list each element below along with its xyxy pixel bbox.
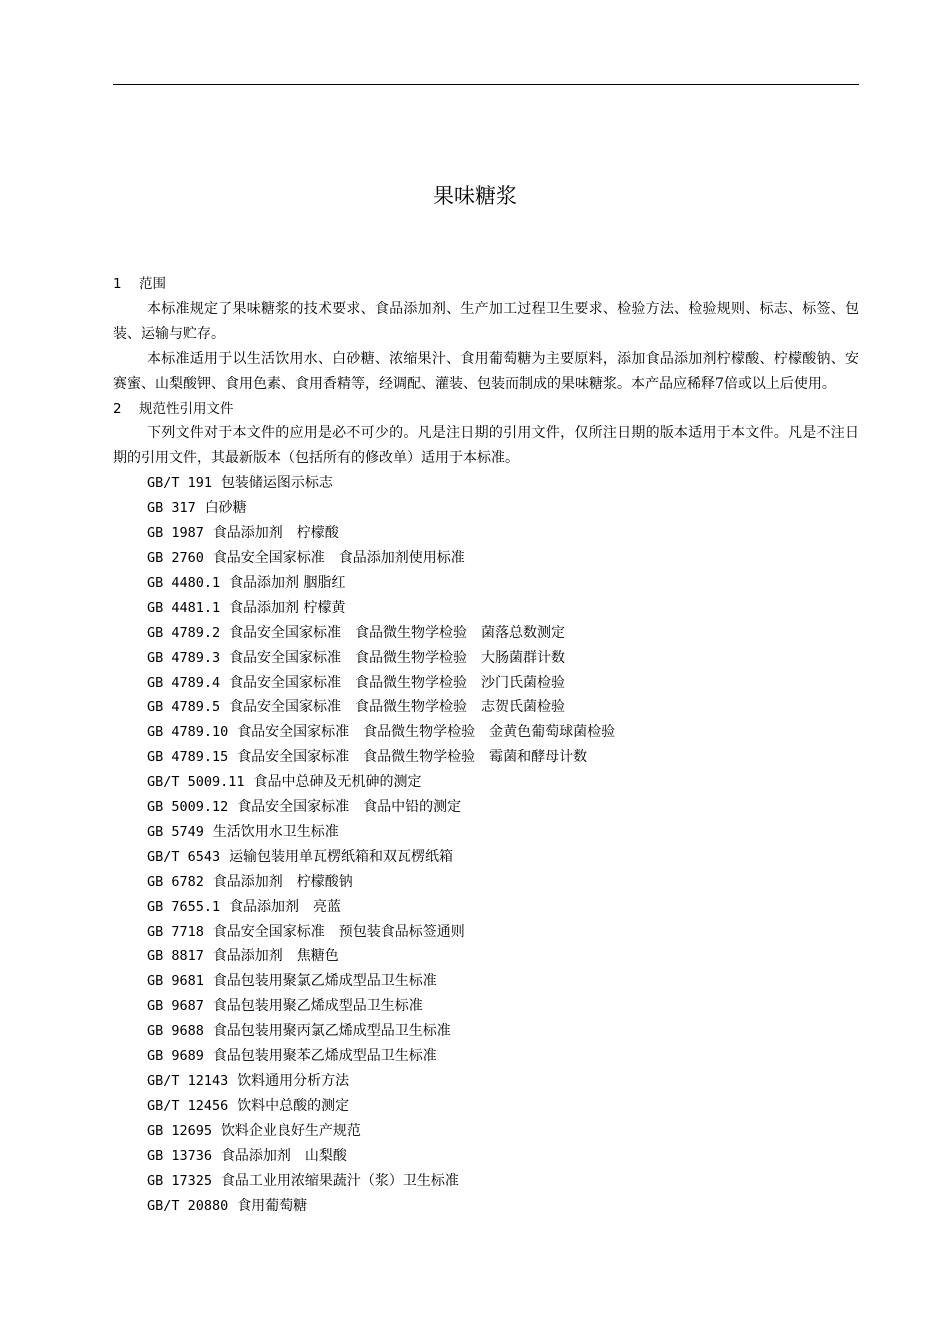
reference-separator (204, 998, 213, 1014)
reference-title: 食用葡萄糖 (237, 1197, 308, 1214)
section-heading-scope (113, 272, 859, 297)
reference-code: GB/T 12456 (147, 1097, 229, 1114)
reference-code: GB 4481.1 (147, 599, 221, 616)
reference-separator (196, 500, 205, 516)
reference-title: 生活饮用水卫生标准 (212, 823, 339, 840)
reference-title: 食品添加剂 胭脂红 (229, 574, 346, 591)
reference-code: GB 7718 (147, 923, 204, 940)
reference-title: 饮料企业良好生产规范 (220, 1122, 361, 1139)
reference-separator (220, 650, 229, 666)
reference-item (147, 1119, 859, 1144)
reference-title: 白砂糖 (204, 500, 247, 517)
reference-separator (220, 600, 229, 616)
reference-title: 食品安全国家标准 食品微生物学检验 金黄色葡萄球菌检验 (237, 724, 616, 741)
reference-title: 食品安全国家标准 食品微生物学检验 菌落总数测定 (229, 624, 566, 641)
reference-separator (228, 724, 237, 740)
reference-code: GB 8817 (147, 948, 204, 965)
reference-separator (204, 824, 213, 840)
reference-separator (212, 475, 221, 491)
reference-separator (228, 749, 237, 765)
reference-item (147, 1044, 859, 1069)
reference-item (147, 1019, 859, 1044)
reference-item (147, 521, 859, 546)
reference-code: GB 6782 (147, 873, 204, 890)
reference-separator (212, 1148, 221, 1164)
reference-item (147, 596, 859, 621)
reference-separator (228, 799, 237, 815)
reference-item (147, 820, 859, 845)
reference-code: GB 4789.15 (147, 749, 229, 766)
reference-title: 食品工业用浓缩果蔬汁（浆）卫生标准 (220, 1172, 459, 1189)
reference-title: 食品安全国家标准 食品微生物学检验 志贺氏菌检验 (229, 699, 566, 716)
reference-item (147, 471, 859, 496)
reference-code: GB 9687 (147, 998, 204, 1015)
reference-separator (212, 1173, 221, 1189)
reference-separator (204, 550, 213, 566)
document-body (113, 272, 859, 1218)
reference-separator (220, 899, 229, 915)
reference-item (147, 671, 859, 696)
reference-item (147, 969, 859, 994)
reference-separator (228, 1073, 237, 1089)
reference-title: 食品安全国家标准 食品微生物学检验 大肠菌群计数 (229, 649, 566, 666)
reference-code: GB 1987 (147, 525, 204, 542)
reference-code: GB 4789.4 (147, 674, 221, 691)
reference-title: 饮料中总酸的测定 (237, 1097, 350, 1114)
reference-code: GB 317 (147, 500, 196, 517)
reference-code: GB 9688 (147, 1023, 204, 1040)
reference-separator (220, 625, 229, 641)
reference-separator (228, 1198, 237, 1214)
section-number: 2 (113, 400, 122, 417)
reference-title: 食品安全国家标准 食品中铅的测定 (237, 799, 462, 816)
reference-code: GB 7655.1 (147, 898, 221, 915)
reference-item (147, 1094, 859, 1119)
reference-separator (204, 1048, 213, 1064)
reference-item (147, 720, 859, 745)
reference-item (147, 695, 859, 720)
reference-item (147, 546, 859, 571)
reference-title: 食品添加剂 山梨酸 (220, 1147, 347, 1164)
reference-code: GB 4789.10 (147, 724, 229, 741)
reference-code: GB 13736 (147, 1147, 213, 1164)
reference-item (147, 571, 859, 596)
reference-code: GB 4789.5 (147, 699, 221, 716)
reference-list (113, 471, 859, 1218)
section-title: 规范性引用文件 (139, 400, 234, 417)
reference-item (147, 795, 859, 820)
reference-code: GB 4789.2 (147, 624, 221, 641)
reference-item (147, 745, 859, 770)
paragraph: 下列文件对于本文件的应用是必不可少的。凡是注日期的引用文件，仅所注日期的版本适用于本文件。凡是不注日期的引用文件，其最新版本（包括所有的修改单）适用于本标准。 (113, 425, 859, 467)
reference-separator (220, 575, 229, 591)
reference-title: 食品添加剂 柠檬酸 (212, 525, 339, 542)
reference-title: 食品添加剂 亮蓝 (229, 898, 342, 915)
reference-separator (220, 849, 229, 865)
reference-item (147, 1069, 859, 1094)
reference-separator (204, 874, 213, 890)
paragraph: 本标准规定了果味糖浆的技术要求、食品添加剂、生产加工过程卫生要求、检验方法、检验规则、标志、标签、包装、运输与贮存。 (113, 300, 859, 342)
reference-title: 运输包装用单瓦楞纸箱和双瓦楞纸箱 (229, 848, 454, 865)
reference-title: 食品安全国家标准 食品微生物学检验 沙门氏菌检验 (229, 674, 566, 691)
reference-code: GB 9681 (147, 973, 204, 990)
reference-item (147, 895, 859, 920)
document-title: 果味糖浆 (433, 184, 517, 208)
reference-separator (220, 675, 229, 691)
reference-separator (204, 525, 213, 541)
reference-item (147, 1169, 859, 1194)
reference-item (147, 994, 859, 1019)
section-number: 1 (113, 276, 122, 292)
reference-title: 食品包装用聚乙烯成型品卫生标准 (212, 998, 423, 1015)
reference-title: 食品添加剂 柠檬酸钠 (212, 873, 353, 890)
reference-code: GB/T 191 (147, 475, 213, 492)
reference-item (147, 646, 859, 671)
reference-separator (204, 1023, 213, 1039)
reference-code: GB 17325 (147, 1172, 213, 1189)
reference-item (147, 1194, 859, 1219)
reference-title: 食品包装用聚氯乙烯成型品卫生标准 (212, 973, 437, 990)
reference-code: GB 12695 (147, 1122, 213, 1139)
reference-code: GB 5009.12 (147, 799, 229, 816)
section-heading-normative-references (113, 397, 859, 422)
reference-title: 食品中总砷及无机砷的测定 (253, 774, 422, 791)
reference-separator (204, 973, 213, 989)
reference-title: 食品包装用聚丙氯乙烯成型品卫生标准 (212, 1023, 451, 1040)
reference-code: GB 2760 (147, 549, 204, 566)
reference-separator (204, 924, 213, 940)
reference-code: GB 5749 (147, 823, 204, 840)
reference-item (147, 944, 859, 969)
reference-title: 食品安全国家标准 食品微生物学检验 霉菌和酵母计数 (237, 749, 588, 766)
reference-title: 食品安全国家标准 食品添加剂使用标准 (212, 549, 465, 566)
reference-item (147, 1144, 859, 1169)
reference-title: 包装储运图示标志 (220, 475, 333, 492)
reference-item (147, 920, 859, 945)
reference-title: 食品添加剂 柠檬黄 (229, 599, 346, 616)
reference-code: GB 4480.1 (147, 574, 221, 591)
reference-title: 饮料通用分析方法 (237, 1073, 350, 1089)
reference-code: GB/T 5009.11 (147, 774, 245, 791)
reference-title: 食品添加剂 焦糖色 (212, 948, 339, 965)
reference-separator (212, 1123, 221, 1139)
section-title: 范围 (139, 276, 166, 292)
reference-item (147, 621, 859, 646)
reference-separator (228, 1098, 237, 1114)
reference-code: GB 9689 (147, 1048, 204, 1065)
reference-item (147, 496, 859, 521)
header-rule (113, 84, 859, 85)
reference-item (147, 770, 859, 795)
reference-item (147, 845, 859, 870)
reference-code: GB/T 20880 (147, 1197, 229, 1214)
reference-code: GB/T 6543 (147, 848, 221, 865)
reference-title: 食品包装用聚苯乙烯成型品卫生标准 (212, 1048, 437, 1065)
reference-code: GB/T 12143 (147, 1073, 229, 1089)
reference-code: GB 4789.3 (147, 649, 221, 666)
reference-separator (204, 948, 213, 964)
reference-title: 食品安全国家标准 预包装食品标签通则 (212, 923, 465, 940)
paragraph: 本标准适用于以生活饮用水、白砂糖、浓缩果汁、食用葡萄糖为主要原料，添加食品添加剂柠檬酸、柠檬酸钠、安赛蜜、山梨酸钾、食用色素、食用香精等，经调配、灌装、包装而制成的果味糖浆。本产品应稀释7倍或以上后使用。 (113, 350, 859, 392)
reference-item (147, 870, 859, 895)
reference-separator (220, 699, 229, 715)
